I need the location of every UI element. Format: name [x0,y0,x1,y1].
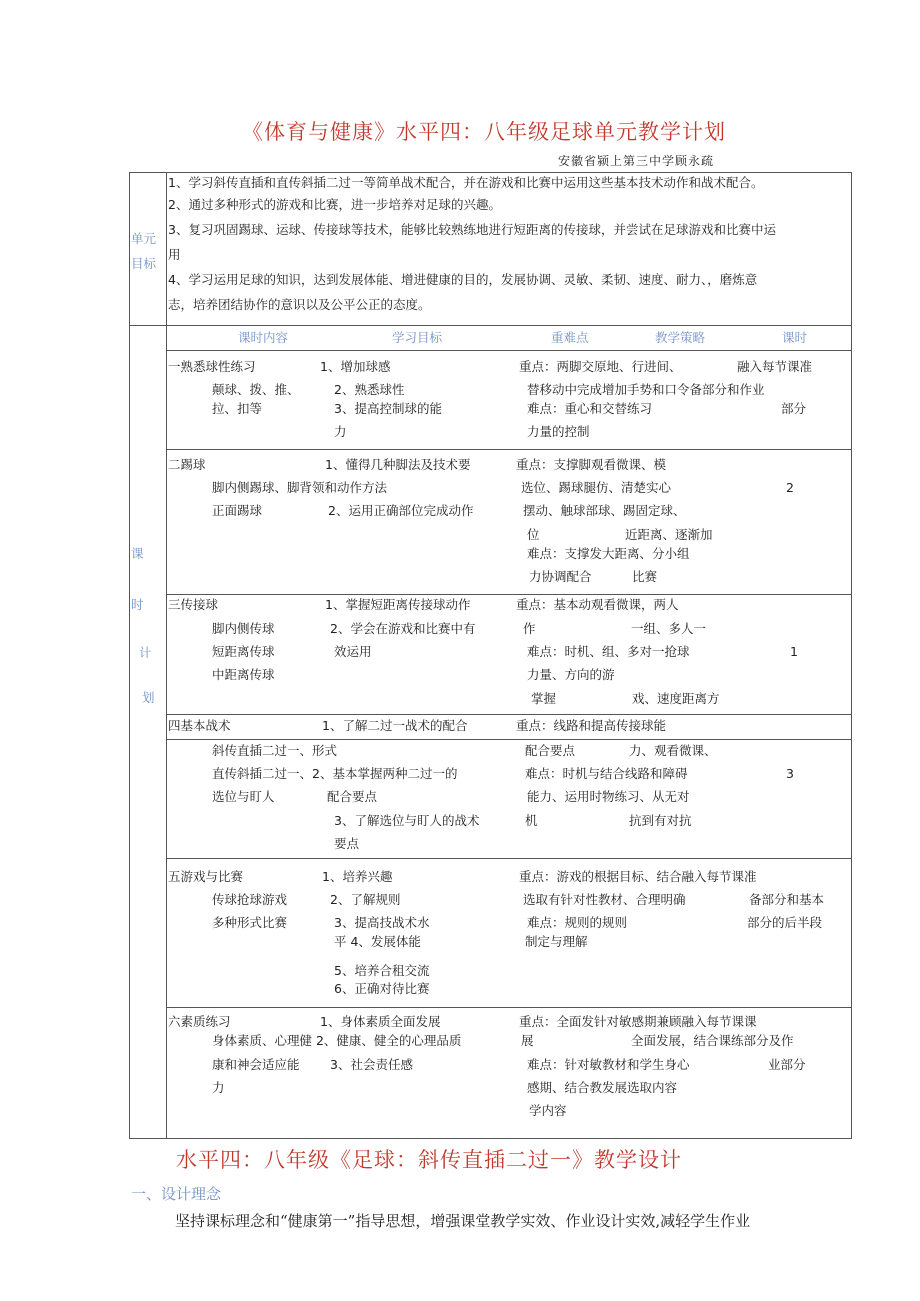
cell: 重点：两脚交原地、行进间、 [519,359,682,374]
cell: 3、社会责任感 [330,1057,413,1072]
header-hours: 课时 [782,330,808,345]
cell: 融入每节课准 [737,359,813,374]
table-border [166,1007,851,1008]
cell: 直传斜插二过一、2、基本掌握两种二过一的 [212,766,458,781]
cell: 身体素质、心理健 2、健康、健全的心理品质 [212,1033,462,1048]
cell: 1、培养兴趣 [322,869,393,884]
header-strategy: 教学策略 [655,330,706,345]
cell: 部分 [781,401,807,416]
cell: 1 [790,644,798,659]
cell: 2、熟悉球性 [334,382,405,397]
cell: 斜传直插二过一、形式 [212,743,338,758]
cell: 重点：支撑脚观看微课、模 [516,457,667,472]
cell: 难点：规则的规则 [527,915,628,930]
cell: 摆动、触球部球、踢固定球、 [523,503,686,518]
table-border [166,172,167,1139]
cell: 全面发展，结合课练部分及作 [631,1033,794,1048]
cell: 制定与理解 [525,934,588,949]
plan-label-1: 课 [131,546,144,561]
cell: 比赛 [632,569,658,584]
header-content: 课时内容 [238,330,289,345]
unit-goal-line: 2、通过多种形式的游戏和比赛，进一步培养对足球的兴趣。 [168,197,501,212]
cell: 康和神会适应能 [212,1057,300,1072]
cell: 选位与盯人 [212,789,275,804]
cell: 效运用 [334,644,372,659]
cell: 配合要点 [525,743,576,758]
cell: 拉、扣等 [212,401,263,416]
cell: 选位、踢球腿仿、清楚实心 [521,480,672,495]
cell: 要点 [334,836,360,851]
document-title: 《体育与健康》水平四：八年级足球单元教学计划 [242,120,726,144]
cell: 3、提高控制球的能 [334,401,442,416]
table-border [166,449,851,450]
header-objective: 学习目标 [392,330,443,345]
cell: 3 [786,766,794,781]
unit-goal-line: 1、学习斜传直插和直传斜插二过一等简单战术配合，并在游戏和比赛中运用这些基本技术动作和战术配合。 [168,175,764,190]
cell: 重点：全面发针对敏感期兼顾融入每节课课 [519,1014,757,1029]
cell: 掌握 [531,691,557,706]
cell: 感期、结合教发展选取内容 [527,1080,678,1095]
cell: 力、观看微课、 [629,743,717,758]
header-key-points: 重难点 [551,330,589,345]
cell: 五游戏与比赛 [168,869,244,884]
cell: 业部分 [768,1057,806,1072]
cell: 配合要点 [327,789,378,804]
cell: 重点：线路和提高传接球能 [516,718,667,733]
cell: 1、懂得几种脚法及技术要 [325,457,471,472]
table-border [166,858,851,859]
cell: 学内容 [529,1103,567,1118]
cell: 力协调配合 [529,569,592,584]
cell: 颠球、拨、推、 [212,382,300,397]
cell: 三传接球 [168,597,219,612]
cell: 平 4、发展体能 [334,934,421,949]
cell: 力量、方向的游 [527,667,615,682]
cell: 难点：时机与结合线路和障碍 [525,766,688,781]
cell: 1、掌握短距离传接球动作 [325,597,471,612]
unit-goal-line: 4、学习运用足球的知识，达到发展体能、增进健康的目的，发展协调、灵敏、柔韧、速度、耐力、，磨炼意 [168,272,758,287]
cell: 3、提高技战术水 [334,915,430,930]
table-border [166,714,851,715]
cell: 近距离、逐渐加 [625,527,713,542]
cell: 难点：针对敏教材和学生身心 [527,1057,690,1072]
plan-label-4: 划 [142,690,155,705]
unit-goal-label-1: 单元 [131,231,157,246]
cell: 位 [527,527,540,542]
cell: 脚内侧传球 [212,621,275,636]
cell: 力量的控制 [527,424,590,439]
cell: 1、增加球感 [320,359,391,374]
table-border [129,1138,852,1139]
cell: 中距离传球 [212,667,275,682]
cell: 难点：支撑发大距离、分小组 [527,546,690,561]
cell: 备部分和基本 [749,892,825,907]
cell: 四基本战术 [168,718,231,733]
cell: 难点：时机、组、多对一抢球 [527,644,690,659]
cell: 替移动中完成增加手势和口令备部分和作业 [527,382,765,397]
plan-label-2: 时 [131,597,144,612]
cell: 2、了解规则 [330,892,401,907]
cell: 部分的后半段 [747,915,823,930]
cell: 传球抢球游戏 [212,892,288,907]
unit-goal-line: 3、复习巩固踢球、运球、传接球等技术，能够比较熟练地进行短距离的传接球，并尝试在足球游戏和比赛中运 [168,222,776,237]
cell: 正面踢球 [212,503,263,518]
cell: 2 [786,480,794,495]
table-border [851,172,852,1139]
cell: 1、了解二过一战术的配合 [322,718,468,733]
table-border [129,172,130,1139]
cell: 3、了解选位与盯人的战术 [334,813,480,828]
table-border [166,739,851,740]
cell: 2、学会在游戏和比赛中有 [330,621,476,636]
cell: 力 [334,424,347,439]
cell: 短距离传球 [212,644,275,659]
cell: 5、培养合租交流 [334,963,430,978]
cell: 力 [212,1080,225,1095]
author-line: 安徽省颍上第三中学顾永疏 [558,154,715,168]
table-border [166,594,851,595]
cell: 6、正确对待比赛 [334,981,430,996]
subsection-title: 一、设计理念 [131,1185,222,1203]
unit-goal-label-2: 目标 [131,256,157,271]
cell: 难点：重心和交替练习 [527,401,653,416]
section-title: 水平四：八年级《足球：斜传直插二过一》教学设计 [176,1148,682,1172]
paragraph-text: 坚持课标理念和“健康第一”指导思想，增强课堂教学实效、作业设计实效,减轻学生作业 [175,1212,751,1230]
cell: 多种形式比赛 [212,915,288,930]
cell: 脚内侧踢球、脚背领和动作方法 [212,480,388,495]
table-border [129,172,851,173]
cell: 重点：游戏的根据目标、结合融入每节课准 [519,869,757,884]
cell: 机 [525,813,538,828]
cell: 能力、运用时物练习、从无对 [527,789,690,804]
cell: 二踢球 [168,457,206,472]
cell: 1、身体素质全面发展 [320,1014,441,1029]
cell: 抗到有对抗 [629,813,692,828]
cell: 选取有针对性教材、合理明确 [523,892,686,907]
cell: 六素质练习 [168,1014,231,1029]
cell: 一组、多人一 [631,621,707,636]
cell: 2、运用正确部位完成动作 [328,503,474,518]
cell: 作 [523,621,536,636]
cell: 戏、速度距离方 [632,691,720,706]
unit-goal-line: 用 [168,247,181,262]
table-border [129,325,851,326]
cell: 重点：基本动观看微课，两人 [516,597,679,612]
unit-goal-line: 志，培养团结协作的意识以及公平公正的态度。 [168,297,431,312]
cell: 一熟悉球性练习 [168,359,256,374]
cell: 展 [521,1033,534,1048]
table-border [166,350,851,351]
plan-label-3: 计 [139,645,152,660]
